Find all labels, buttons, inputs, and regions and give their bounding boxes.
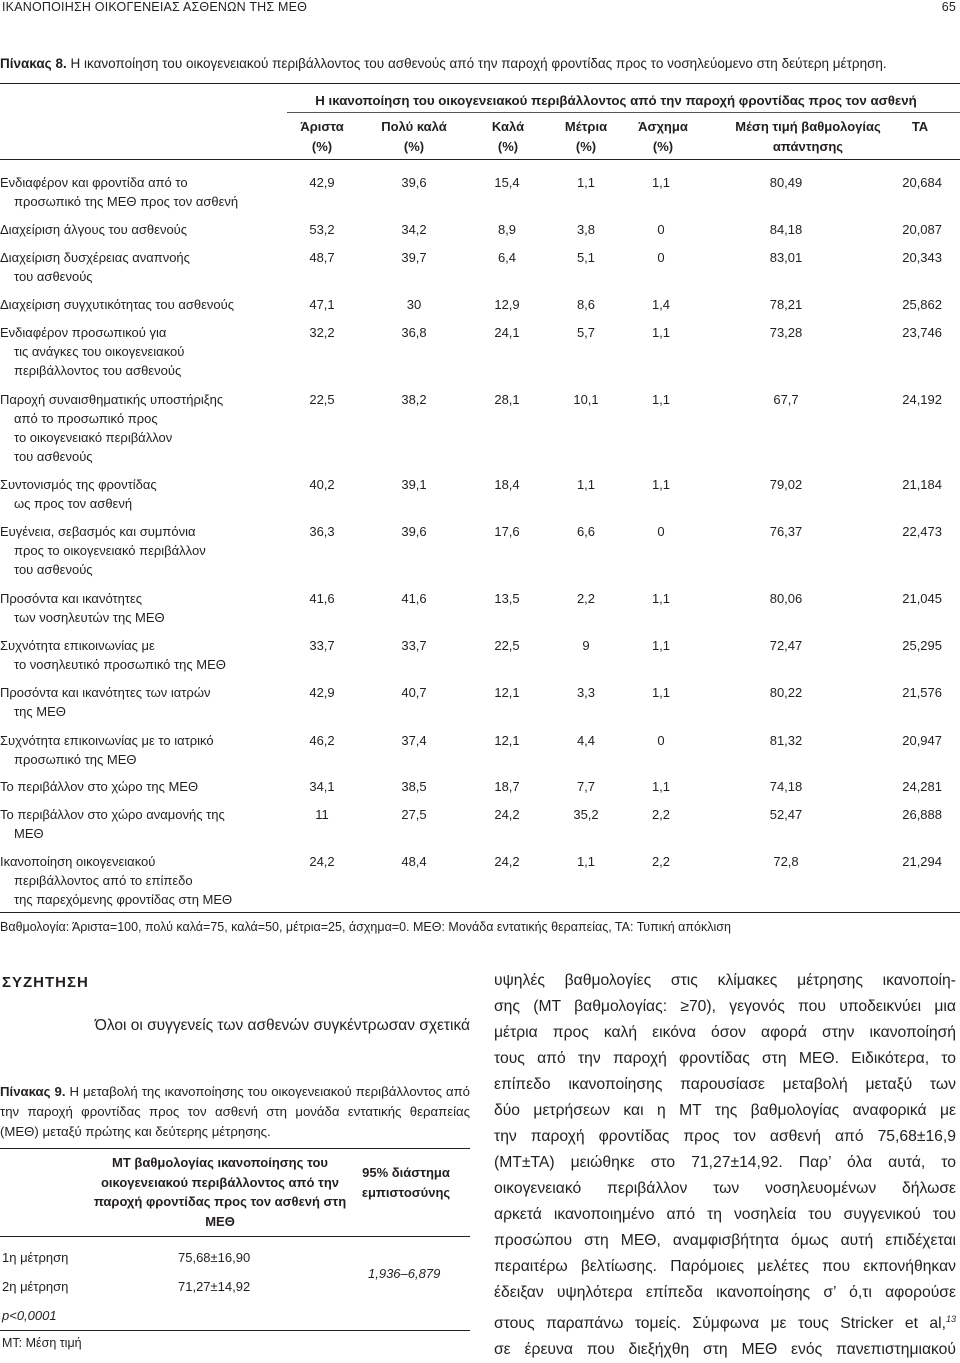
table8-column-header-line1: Μέτρια [564, 119, 608, 134]
discussion-line [494, 1202, 956, 1228]
table8-row-label-line: το νοσηλευτικό προσωπικό της ΜΕΘ [14, 657, 226, 672]
table8-cell: 8,9 [497, 222, 517, 237]
table8-cell: 1,1 [576, 175, 596, 190]
discussion-line [494, 1072, 956, 1098]
table8-column-header-line2: (%) [403, 139, 425, 154]
table8-row-label [0, 731, 296, 769]
table8-column-header-line1: Άσχημα [638, 119, 688, 134]
table8-cell: 46,2 [309, 733, 335, 748]
discussion-intro: Όλοι οι συγγενείς των ασθενών συγκέντρωσαν σχετικά [94, 1017, 470, 1034]
table8-cell: 81,32 [769, 733, 803, 748]
table8-cell: 1,1 [651, 477, 671, 492]
table8-cell: 21,294 [902, 854, 942, 869]
table8-cell: 40,7 [401, 685, 427, 700]
table8-column-header-line1: Άριστα [300, 119, 344, 134]
table8-cell: 1,1 [651, 175, 671, 190]
table8-cell: 7,7 [576, 779, 596, 794]
table8-column-header [880, 117, 960, 137]
table8-column-header-line1: ΤΑ [911, 119, 929, 134]
table8-row-label [0, 173, 296, 211]
table9-row-label: 1η μέτρηση [2, 1250, 69, 1265]
table8-row-label-line: το οικογενειακό περιβάλλον [14, 430, 173, 445]
table8-cell: 3,8 [576, 222, 596, 237]
discussion-line-text: τους από την παροχή φροντίδας στη ΜΕΘ. Ειδικότερα, το [494, 1050, 956, 1067]
table8-cell: 18,7 [494, 779, 520, 794]
table8-column-header-line2: (%) [311, 139, 333, 154]
table8-cell: 12,9 [494, 297, 520, 312]
table8-cell: 2,2 [651, 854, 671, 869]
discussion-line-text: περαιτέρω βελτίωσης. Παρόμοιες μελέτες που εκπονήθηκαν [494, 1258, 956, 1275]
table8-cell: 72,8 [773, 854, 799, 869]
table9-row-value: 71,27±14,92 [178, 1279, 251, 1294]
table8-row-label-line: Ενδιαφέρον προσωπικού για [0, 325, 167, 340]
discussion-line [494, 1228, 956, 1254]
table8-column-header-line2: (%) [575, 139, 597, 154]
table8-cell: 48,4 [401, 854, 427, 869]
table8-row-label-line: Ευγένεια, σεβασμός και συμπόνια [0, 524, 196, 539]
table8-cell: 1,1 [651, 638, 671, 653]
table9-row-label: 2η μέτρηση [2, 1279, 69, 1294]
table8-cell: 2,2 [651, 807, 671, 822]
table8-cell: 24,281 [902, 779, 942, 794]
table8-cell: 76,37 [769, 524, 803, 539]
table8-row-label-line: του ασθενούς [14, 269, 93, 284]
table8-row-label-line: Το περιβάλλον στο χώρο αναμονής της [0, 807, 225, 822]
table8-cell: 20,947 [902, 733, 942, 748]
table8-cell: 52,47 [769, 807, 803, 822]
table8-cell: 10,1 [573, 392, 599, 407]
discussion-line-text: υψηλές βαθμολογίες στις κλίμακες μέτρησης ικανοποίη- [494, 972, 956, 989]
table8-caption [0, 55, 960, 72]
table8-bottom-rule [0, 912, 960, 913]
table8-row-label-line: του ασθενούς [14, 449, 93, 464]
table8-row-label-line: Διαχείριση άλγους του ασθενούς [0, 222, 188, 237]
table8-row-label [0, 390, 296, 466]
discussion-line-text: μέτρια προς καλή εικόνα όσον αφορά στην ικανοποίησή [494, 1024, 956, 1041]
table8-column-header-line1: Καλά [491, 119, 525, 134]
table8-cell: 36,8 [401, 325, 427, 340]
table8-row-label-line: ως προς τον ασθενή [14, 496, 133, 511]
table8-cell: 15,4 [494, 175, 520, 190]
table8-caption-text: Η ικανοποίηση του οικογενειακού περιβάλλοντος του ασθενούς από την παροχή φροντίδας προς το νοσηλεύομενο στη δεύτερη μέτρηση. [70, 56, 887, 71]
table8-cell: 12,1 [494, 733, 520, 748]
table8-cell: 33,7 [401, 638, 427, 653]
table8-cell: 24,2 [309, 854, 335, 869]
table8-row-label [0, 852, 296, 909]
table8-cell: 1,4 [651, 297, 671, 312]
discussion-line [494, 1124, 956, 1150]
table8-row-label-line: Το περιβάλλον στο χώρο της ΜΕΘ [0, 779, 199, 794]
discussion-line-text: στους παραπάνω τομείς. Σύμφωνα με τους Stricker et al, [494, 1315, 946, 1333]
table8-row-label-line: περιβάλλοντος από το επίπεδο [14, 873, 193, 888]
table8-cell: 22,5 [494, 638, 520, 653]
table8-row-label [0, 589, 296, 627]
table8-column-header-line2: (%) [497, 139, 519, 154]
table8-group-rule [287, 112, 960, 113]
discussion-line [494, 968, 956, 994]
table8-row-label-line: Προσόντα και ικανότητες [0, 591, 143, 606]
table8-cell: 27,5 [401, 807, 427, 822]
table8-cell: 39,6 [401, 524, 427, 539]
table8-cell: 22,5 [309, 392, 335, 407]
table8-cell: 42,9 [309, 685, 335, 700]
table8-cell: 3,3 [576, 685, 596, 700]
table8-cell: 48,7 [309, 250, 335, 265]
table8-cell: 6,4 [497, 250, 517, 265]
table8-cell: 83,01 [769, 250, 803, 265]
table8-group-header: Η ικανοποίηση του οικογενειακού περιβάλλοντος από την παροχή φροντίδας προς τον ασθενή [315, 93, 917, 108]
table8-cell: 26,888 [902, 807, 942, 822]
discussion-line [494, 1337, 956, 1363]
table8-cell: 1,1 [651, 779, 671, 794]
table8-cell: 0 [657, 250, 665, 265]
table8-cell: 42,9 [309, 175, 335, 190]
table8-cell: 11 [315, 807, 329, 822]
table8-note: Βαθμολογία: Άριστα=100, πολύ καλά=75, καλά=50, μέτρια=25, άσχημα=0. ΜΕΘ: Μονάδα εντατικής θεραπείας, ΤΑ: Τυπική απόκλιση [0, 920, 731, 934]
table8-cell: 0 [657, 524, 665, 539]
table8-cell: 84,18 [769, 222, 803, 237]
table8-cell: 20,684 [902, 175, 942, 190]
table8-row-label [0, 323, 296, 380]
table9-caption [0, 1082, 470, 1142]
table8-cell: 39,7 [401, 250, 427, 265]
table8-row-label-line: Ικανοποίηση οικογενειακού [0, 854, 156, 869]
table8-cell: 4,4 [576, 733, 596, 748]
table8-cell: 28,1 [494, 392, 520, 407]
table8-cell: 21,184 [902, 477, 942, 492]
running-head-title: ΙΚΑΝΟΠΟΙΗΣΗ ΟΙΚΟΓΕΝΕΙΑΣ ΑΣΘΕΝΩΝ ΤΗΣ ΜΕΘ [2, 0, 308, 14]
table8-column-header [617, 117, 709, 157]
table8-cell: 22,473 [902, 524, 942, 539]
discussion-line-text: αρκετά ικανοποιημένο από τη νοσηλεία του συγγενικού του [494, 1206, 956, 1223]
table8-cell: 74,18 [769, 779, 803, 794]
table8-cell: 80,06 [769, 591, 803, 606]
section-title-discussion: ΣΥΖΗΤΗΣΗ [2, 974, 89, 991]
table8-cell: 25,862 [902, 297, 942, 312]
discussion-line-text: σης (ΜΤ βαθμολογίας: ≥70), γεγονός που υποδεικνύει μια [494, 998, 956, 1015]
table8-cell: 36,3 [309, 524, 335, 539]
discussion-line-text: σε έρευνα που διεξήχθη στη ΜΕΘ ενός πανεπιστημιακού [494, 1341, 956, 1359]
discussion-line [494, 1254, 956, 1280]
reference-superscript: 13 [945, 1314, 956, 1324]
table8-cell: 41,6 [401, 591, 427, 606]
table8-cell: 80,22 [769, 685, 803, 700]
table8-row-label-line: Διαχείριση συγχυτικότητας του ασθενούς [0, 297, 234, 312]
table8-cell: 38,2 [401, 392, 427, 407]
table8-column-header-line1: Πολύ καλά [381, 119, 447, 134]
table8-row-label-line: της ΜΕΘ [14, 704, 66, 719]
table8-cell: 39,1 [401, 477, 427, 492]
table8-row-label-line: προσωπικό της ΜΕΘ [14, 752, 137, 767]
discussion-line [494, 1020, 956, 1046]
table8-cell: 79,02 [769, 477, 803, 492]
table8-cell: 1,1 [651, 591, 671, 606]
table8-cell: 53,2 [309, 222, 335, 237]
table8-cell: 24,1 [494, 325, 520, 340]
table8-cell: 9 [582, 638, 590, 653]
table8-row-label [0, 295, 296, 314]
table8-cell: 1,1 [651, 685, 671, 700]
discussion-line [494, 994, 956, 1020]
table8-column-header [276, 117, 368, 157]
discussion-line [494, 1150, 956, 1176]
table9-p-value: p<0,0001 [2, 1308, 57, 1323]
table8-cell: 72,47 [769, 638, 803, 653]
table8-row-label-line: των νοσηλευτών της ΜΕΘ [14, 610, 165, 625]
discussion-line-text: οικογενειακό περιβάλλον των νοσηλευομένων δήλωσε [494, 1180, 956, 1197]
table8-row-label-line: Ενδιαφέρον και φροντίδα από το [0, 175, 188, 190]
table8-row-label-line: προς το οικογενειακό περιβάλλον [14, 543, 206, 558]
discussion-line-text: (ΜΤ±ΤΑ) μειώθηκε στο 71,27±14,92. Παρ’ όλα αυτά, το [494, 1154, 956, 1171]
discussion-line [494, 1046, 956, 1072]
discussion-line [494, 1306, 956, 1337]
table8-cell: 25,295 [902, 638, 942, 653]
table8-row-label [0, 248, 296, 286]
table8-cell: 40,2 [309, 477, 335, 492]
table8-cell: 39,6 [401, 175, 427, 190]
table8-row-label-line: Συχνότητα επικοινωνίας με [0, 638, 155, 653]
table8-cell: 35,2 [573, 807, 599, 822]
table8-cell: 23,746 [902, 325, 942, 340]
table8-cell: 20,343 [902, 250, 942, 265]
table8-cell: 2,2 [576, 591, 596, 606]
table8-row-label [0, 805, 296, 843]
table8-cell: 80,49 [769, 175, 803, 190]
table8-row-label [0, 636, 296, 674]
table8-cell: 41,6 [309, 591, 335, 606]
table8-row-label [0, 475, 296, 513]
table8-cell: 33,7 [309, 638, 335, 653]
table8-row-label-line: Συχνότητα επικοινωνίας με το ιατρικό [0, 733, 214, 748]
table8-row-label-line: ΜΕΘ [14, 826, 44, 841]
discussion-line-text: την παροχή φροντίδας προς τον ασθενή από 75,68±16,9 [494, 1128, 956, 1145]
table9-bottom-rule [0, 1330, 470, 1331]
table8-row-label-line: Συντονισμός της φροντίδας [0, 477, 157, 492]
table8-caption-label: Πίνακας 8. [0, 56, 67, 71]
table9-header-ci: 95% διάστημα εμπιστοσύνης [361, 1165, 451, 1200]
running-head [0, 0, 960, 14]
table8-row-label-line: του ασθενούς [14, 562, 93, 577]
discussion-line [494, 1280, 956, 1306]
table8-row-label-line: Προσόντα και ικανότητες των ιατρών [0, 685, 211, 700]
table8-column-header-line2: απάντησης [772, 139, 844, 154]
table8-cell: 8,6 [576, 297, 596, 312]
table9-caption-text: Η μεταβολή της ικανοποίησης του οικογενειακού περιβάλλοντος από την παροχή φροντίδας προς τον ασθενή στη μονάδα εντατικής θεραπείας (ΜΕΘ) μεταξύ πρώτης και δεύτερης μέτρησης. [0, 1084, 470, 1139]
table8-row-label-line: Παροχή συναισθηματικής υποστήριξης [0, 392, 224, 407]
table9-header-score: ΜΤ βαθμολογίας ικανοποίησης του οικογενειακού περιβάλλοντος από την παροχή φροντίδας προς τον ασθενή στη ΜΕΘ [93, 1155, 347, 1229]
table9-top-rule [0, 1148, 470, 1149]
table8-cell: 6,6 [576, 524, 596, 539]
table8-row-label-line: τις ανάγκες του οικογενειακού [14, 344, 185, 359]
discussion-line [494, 1098, 956, 1124]
table8-cell: 13,5 [494, 591, 520, 606]
table8-column-header [368, 117, 460, 157]
table8-cell: 1,1 [651, 325, 671, 340]
table8-cell: 17,6 [494, 524, 520, 539]
discussion-line-text: επίπεδο ικανοποίησης παρουσίασε μεταβολή μεταξύ των [494, 1076, 956, 1093]
table8-cell: 0 [657, 222, 665, 237]
discussion-line [494, 1176, 956, 1202]
table8-cell: 1,1 [576, 477, 596, 492]
table8-cell: 24,2 [494, 854, 520, 869]
table8-cell: 18,4 [494, 477, 520, 492]
table8-cell: 67,7 [773, 392, 799, 407]
table8-row-label-line: της παρεχόμενης φροντίδας στη ΜΕΘ [14, 892, 233, 907]
page-number: 65 [941, 0, 956, 14]
discussion-line-text: έδειξαν υψηλότερα επίπεδα ικανοποίησης σ’ ό,τι αφορούσε [494, 1284, 956, 1301]
table9-row-value: 75,68±16,90 [178, 1250, 251, 1265]
table8-row-label [0, 683, 296, 721]
table8-cell: 24,192 [902, 392, 942, 407]
discussion-line-text: προσώπου στη ΜΕΘ, αναμφισβήτητα όμως αυτή επιδέχεται [494, 1232, 956, 1249]
table8-cell: 73,28 [769, 325, 803, 340]
table8-cell: 20,087 [902, 222, 942, 237]
table8-top-rule [0, 83, 960, 84]
table8-header-rule [0, 159, 960, 160]
table8-cell: 37,4 [401, 733, 427, 748]
table8-cell: 34,2 [401, 222, 427, 237]
table9-caption-label: Πίνακας 9. [0, 1084, 66, 1099]
table8-cell: 38,5 [401, 779, 427, 794]
table8-cell: 32,2 [309, 325, 335, 340]
discussion-body-right [494, 968, 956, 1363]
table8-cell: 5,1 [576, 250, 596, 265]
table8-cell: 21,576 [902, 685, 942, 700]
table8-column-header [724, 117, 892, 157]
table8-row-label [0, 220, 296, 239]
table8-cell: 1,1 [576, 854, 596, 869]
table8-cell: 34,1 [309, 779, 335, 794]
table8-row-label-line: Διαχείριση δυσχέρειας αναπνοής [0, 250, 190, 265]
table8-cell: 5,7 [576, 325, 596, 340]
table8-row-label [0, 777, 296, 796]
table8-row-label [0, 522, 296, 579]
table8-cell: 78,21 [769, 297, 803, 312]
table8-row-label-line: περιβάλλοντος του ασθενούς [14, 363, 182, 378]
table8-cell: 30 [406, 297, 422, 312]
table8-cell: 47,1 [309, 297, 335, 312]
table9-header-rule [0, 1236, 470, 1237]
table8-row-label-line: από το προσωπικό προς [14, 411, 158, 426]
table8-cell: 0 [657, 733, 665, 748]
table9-note: ΜΤ: Μέση τιμή [2, 1336, 82, 1350]
table8-column-header-line2: (%) [652, 139, 674, 154]
discussion-line-text: δύο μετρήσεων και η ΜΤ της βαθμολογίας αναφορικά με [494, 1102, 956, 1119]
table9-ci-value: 1,936–6,879 [368, 1266, 441, 1281]
table8-row-label-line: προσωπικό της ΜΕΘ προς τον ασθενή [14, 194, 239, 209]
table8-cell: 21,045 [902, 591, 942, 606]
table8-cell: 1,1 [651, 392, 671, 407]
table8-cell: 12,1 [494, 685, 520, 700]
table8-cell: 24,2 [494, 807, 520, 822]
table8-column-header-line1: Μέση τιμή βαθμολογίας [735, 119, 881, 134]
